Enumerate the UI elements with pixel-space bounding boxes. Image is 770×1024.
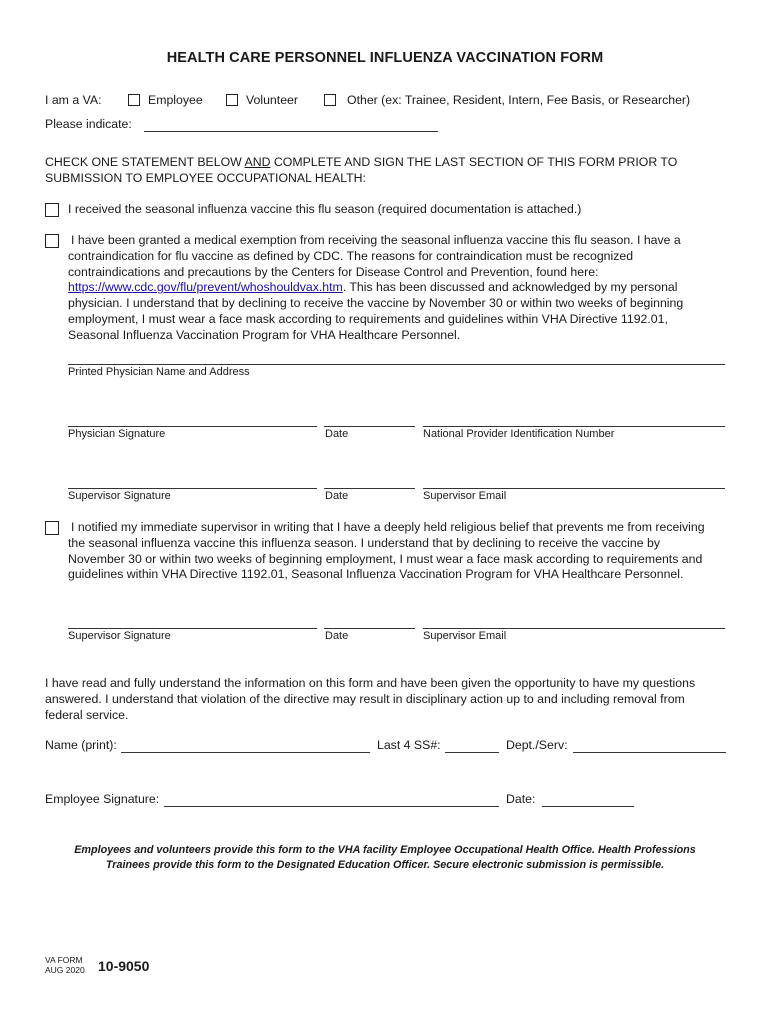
dept-field[interactable] — [573, 752, 726, 753]
volunteer-label: Volunteer — [246, 93, 298, 107]
name-print-label: Name (print): — [45, 738, 117, 752]
employee-label: Employee — [148, 93, 203, 107]
employee-date-field[interactable] — [542, 806, 634, 807]
employee-signature-field[interactable] — [164, 806, 499, 807]
form-number: 10-9050 — [98, 958, 150, 974]
form-title: HEALTH CARE PERSONNEL INFLUENZA VACCINATION FORM — [166, 50, 604, 66]
received-vaccine-checkbox[interactable] — [45, 203, 59, 217]
supervisor-date-field[interactable] — [324, 488, 415, 489]
religious-supervisor-signature-field[interactable] — [68, 628, 317, 629]
physician-date-label: Date — [325, 428, 349, 440]
supervisor-email-field[interactable] — [423, 488, 725, 489]
cdc-link[interactable]: https://www.cdc.gov/flu/prevent/whoshouldvax.htm — [68, 280, 343, 295]
npi-label: National Provider Identification Number — [423, 428, 615, 440]
medical-exemption-text: I have been granted a medical exemption from receiving the seasonal influenza vaccine this flu season. I have a contraindication for flu vaccine as defined by CDC. The reasons for contraindication must be recognized contraindications and precautions by the Centers for Disease Control and Prevention, found here: https://www.cdc.gov/flu/prevent/whoshouldvax.htm. This has been discussed and acknowledged by my personal physician. I understand that by declining to receive the vaccine by November 30 or within two weeks of beginning employment, I must wear a face mask according to requirements and guidelines within VHA Directive 1192.01, Seasonal Influenza Vaccination Program for VHA Healthcare Personnel. — [68, 233, 684, 342]
supervisor-signature-field[interactable] — [68, 488, 317, 489]
religious-exemption-text: I notified my immediate supervisor in writing that I have a deeply held religious belief that prevents me from receiving the seasonal influenza vaccine this influenza season. I understand that by declining to receive the vaccine by November 30 or within two weeks of beginning employment, I must wear a face mask according to requirements and guidelines within VHA Directive 1192.01, Seasonal Influenza Vaccination Program for VHA Healthcare Personnel. — [68, 520, 705, 582]
physician-signature-field[interactable] — [68, 426, 317, 427]
please-indicate-label: Please indicate: — [45, 117, 132, 131]
other-checkbox[interactable] — [324, 94, 336, 106]
supervisor-email-label: Supervisor Email — [423, 490, 507, 502]
please-indicate-field[interactable] — [144, 131, 438, 132]
printed-physician-label: Printed Physician Name and Address — [68, 366, 250, 378]
other-label: Other (ex: Trainee, Resident, Intern, Fee Basis, or Researcher) — [347, 93, 691, 107]
and-emphasis: AND — [244, 155, 271, 169]
last4-label: Last 4 SS#: — [377, 738, 441, 752]
employee-date-label: Date: — [506, 792, 536, 806]
religious-supervisor-email-field[interactable] — [423, 628, 725, 629]
supervisor-signature-label: Supervisor Signature — [68, 490, 171, 502]
i-am-a-va-label: I am a VA: — [45, 93, 102, 107]
printed-physician-field[interactable] — [68, 364, 725, 365]
supervisor-date-label: Date — [325, 490, 349, 502]
npi-field[interactable] — [423, 426, 725, 427]
religious-exemption-checkbox[interactable] — [45, 521, 59, 535]
submission-note: Employees and volunteers provide this form to the VHA facility Employee Occupational Health Office. Health Professions Trainees provide this form to the Designated Education Officer. Secure electronic submission is permissible. — [74, 844, 696, 871]
va-form-label: VA FORM AUG 2020 — [45, 955, 85, 975]
dept-label: Dept./Serv: — [506, 738, 568, 752]
religious-supervisor-date-label: Date — [325, 630, 349, 642]
last4-field[interactable] — [445, 752, 499, 753]
volunteer-checkbox[interactable] — [226, 94, 238, 106]
received-vaccine-text: I received the seasonal influenza vaccine this flu season (required documentation is attached.) — [68, 202, 582, 216]
employee-checkbox[interactable] — [128, 94, 140, 106]
religious-supervisor-email-label: Supervisor Email — [423, 630, 507, 642]
religious-supervisor-signature-label: Supervisor Signature — [68, 630, 171, 642]
physician-signature-label: Physician Signature — [68, 428, 166, 440]
acknowledgement-text: I have read and fully understand the information on this form and have been given the opportunity to have my questions answered. I understand that violation of the directive may result in disciplinary action up to and including removal from federal service. — [45, 676, 696, 722]
religious-supervisor-date-field[interactable] — [324, 628, 415, 629]
employee-signature-label: Employee Signature: — [45, 792, 160, 806]
instructions: CHECK ONE STATEMENT BELOW AND COMPLETE AND SIGN THE LAST SECTION OF THIS FORM PRIOR TO SUBMISSION TO EMPLOYEE OCCUPATIONAL HEALTH: — [45, 155, 678, 185]
physician-date-field[interactable] — [324, 426, 415, 427]
medical-exemption-checkbox[interactable] — [45, 234, 59, 248]
name-print-field[interactable] — [121, 752, 370, 753]
